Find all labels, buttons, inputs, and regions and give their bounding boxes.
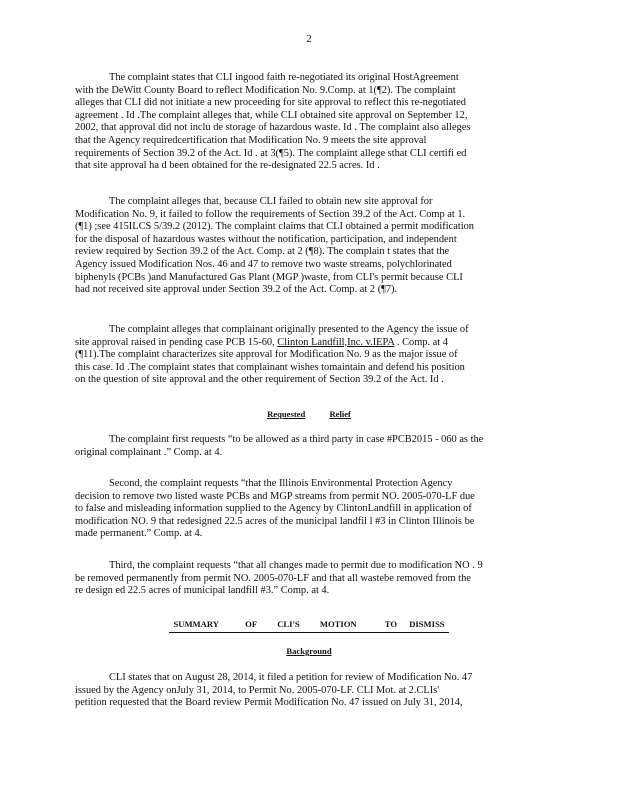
paragraph-line: The complaint alleges that, because CLI failed to obtain new site approval for bbox=[109, 196, 433, 207]
paragraph-line: biphenyls (PCBs )and Manufactured Gas Plant (MGP )waste, from CLI's permit because CLI bbox=[75, 271, 463, 283]
heading-word: DISMISS bbox=[409, 619, 445, 629]
paragraph-line: The complaint first requests “to be allowed as a third party in case #PCB2015 - 060 as the bbox=[109, 434, 484, 445]
paragraph-line: with the DeWitt County Board to reflect Modification No. 9.Comp. at 1(¶2). The complaint bbox=[75, 84, 456, 96]
paragraph-line: site approval raised in pending case PCB 15-60, Clinton Landfill,Inc. v.IEPA . Comp. at 4 bbox=[75, 336, 448, 348]
heading-word: Background bbox=[286, 646, 332, 656]
paragraph-line: Modification No. 9, it failed to follow the requirements of Section 39.2 of the Act. Comp at 1. bbox=[75, 208, 466, 220]
paragraph-line: modification NO. 9 that redesigned 22.5 acres of the municipal landfil l #3 in Clinton Illinois be bbox=[75, 515, 475, 527]
paragraph-line: The complaint states that CLI ingood faith re-negotiated its original HostAgreement bbox=[109, 72, 459, 83]
heading-requested-relief bbox=[0, 408, 618, 421]
paragraph-6 bbox=[75, 560, 535, 598]
paragraph-2 bbox=[75, 196, 535, 297]
heading-summary bbox=[0, 618, 618, 633]
paragraph-line: issued by the Agency onJuly 31, 2014, to Permit No. 2005-070-LF. CLI Mot. at 2.CLIs' bbox=[75, 684, 440, 696]
case-citation: Clinton Landfill,Inc. v.IEPA bbox=[277, 336, 395, 348]
paragraph-line: requirements of Section 39.2 of the Act. Id . at 3(¶5). The complaint allege sthat CLI certifi ed bbox=[75, 147, 467, 159]
paragraph-4 bbox=[75, 434, 535, 459]
paragraph-line: original complainant .” Comp. at 4. bbox=[75, 446, 223, 458]
paragraph-line: (¶1) ;see 415ILCS 5/39.2 (2012). The complaint claims that CLI obtained a permit modification bbox=[75, 221, 474, 233]
heading-word: CLI'S bbox=[277, 619, 300, 629]
paragraph-line: Third, the complaint requests “that all changes made to permit due to modification NO . 9 bbox=[109, 560, 483, 571]
heading-word: SUMMARY bbox=[173, 619, 219, 629]
paragraph-line: petition requested that the Board review Permit Modification No. 47 issued on July 31, 2014, bbox=[75, 697, 463, 709]
paragraph-line: re design ed 22.5 acres of municipal landfill #3.” Comp. at 4. bbox=[75, 585, 330, 597]
paragraph-line: alleges that CLI did not initiate a new proceeding for site approval to reflect this re-negotiated bbox=[75, 97, 466, 109]
heading-word: OF bbox=[245, 619, 258, 629]
paragraph-line: Agency issued Modification Nos. 46 and 47 to remove two waste streams, polychlorinated bbox=[75, 258, 452, 270]
paragraph-line: agreement . Id .The complaint alleges that, while CLI obtained site approval on September 12, bbox=[75, 109, 468, 121]
page-number: 2 bbox=[306, 33, 312, 45]
paragraph-line: review required by Section 39.2 of the Act. Comp. at 2 (¶8). The complain t states that the bbox=[75, 246, 450, 258]
paragraph-line: decision to remove two listed waste PCBs and MGP streams from permit NO. 2005-070-LF due bbox=[75, 490, 475, 502]
paragraph-line: The complaint alleges that complainant originally presented to the Agency the issue of bbox=[109, 324, 469, 335]
paragraph-5 bbox=[75, 478, 535, 541]
paragraph-line: had not received site approval under Section 39.2 of the Act. Comp. at 2 (¶7). bbox=[75, 284, 398, 296]
heading-background bbox=[0, 645, 618, 658]
paragraph-line: that site approval ha d been obtained for the re-designated 22.5 acres. Id . bbox=[75, 160, 380, 172]
paragraph-3 bbox=[75, 324, 535, 387]
paragraph-line: that the Agency requiredcertification that Modification No. 9 meets the site approval bbox=[75, 134, 427, 146]
paragraph-line: (¶11).The complaint characterizes site approval for Modification No. 9 as the major issue of bbox=[75, 349, 458, 361]
paragraph-line: this case. Id .The complaint states that complainant wishes tomaintain and defend his position bbox=[75, 361, 465, 373]
paragraph-line: CLI states that on August 28, 2014, it filed a petition for review of Modification No. 47 bbox=[109, 672, 473, 683]
paragraph-line: be removed permanently from permit NO. 2005-070-LF and that all wastebe removed from the bbox=[75, 572, 471, 584]
paragraph-1 bbox=[75, 72, 535, 173]
paragraph-line: 2002, that approval did not inclu de storage of hazardous waste. Id . The complaint also alleges bbox=[75, 122, 471, 134]
paragraph-line: Second, the complaint requests “that the Illinois Environmental Protection Agency bbox=[109, 478, 453, 489]
heading-word: TO bbox=[384, 619, 398, 629]
paragraph-7 bbox=[75, 672, 535, 710]
heading-word: MOTION bbox=[319, 619, 357, 629]
paragraph-line: on the question of site approval and the other requirement of Section 39.2 of the Act. Id . bbox=[75, 374, 444, 386]
paragraph-line: for the disposal of hazardous wastes without the notification, participation, and independent bbox=[75, 233, 457, 245]
paragraph-line: to false and misleading information supplied to the Agency by ClintonLandfill in application of bbox=[75, 503, 472, 515]
paragraph-line: made permanent.” Comp. at 4. bbox=[75, 528, 203, 540]
summary-heading-underline bbox=[169, 618, 448, 633]
heading-word: Requested bbox=[267, 409, 306, 419]
heading-word: Relief bbox=[329, 409, 351, 419]
